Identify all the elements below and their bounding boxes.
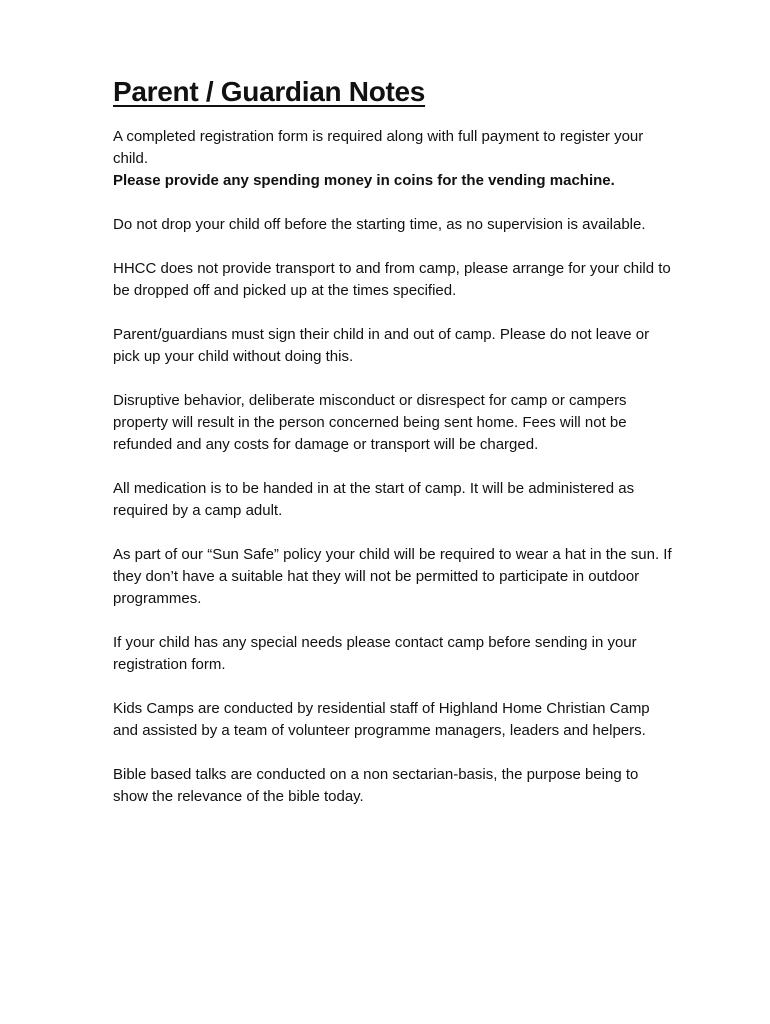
paragraph-registration bbox=[113, 126, 673, 192]
paragraph-sign-in bbox=[113, 324, 673, 368]
paragraph-text: Parent/guardians must sign their child in and out of camp. Please do not leave or pick up your child without doing this. bbox=[113, 326, 650, 365]
paragraph-special-needs bbox=[113, 632, 673, 676]
paragraph-text: As part of our “Sun Safe” policy your child will be required to wear a hat in the sun. If they don’t have a suitable hat they will not be permitted to participate in outdoor programmes. bbox=[113, 546, 672, 607]
paragraph-drop-off bbox=[113, 214, 673, 236]
paragraph-transport bbox=[113, 258, 673, 302]
paragraph-staff bbox=[113, 698, 673, 742]
paragraph-text: All medication is to be handed in at the start of camp. It will be administered as required by a camp adult. bbox=[113, 480, 635, 519]
paragraph-sun-safe bbox=[113, 544, 673, 610]
paragraph-text: Do not drop your child off before the starting time, as no supervision is available. bbox=[113, 216, 646, 233]
paragraph-medication bbox=[113, 478, 673, 522]
paragraph-text: If your child has any special needs please contact camp before sending in your registration form. bbox=[113, 634, 637, 673]
paragraph-text: Kids Camps are conducted by residential staff of Highland Home Christian Camp and assisted by a team of volunteer programme managers, leaders and helpers. bbox=[113, 700, 650, 739]
paragraph-behavior bbox=[113, 390, 673, 456]
document-page bbox=[113, 74, 673, 830]
paragraph-bold-note: Please provide any spending money in coins for the vending machine. bbox=[113, 172, 615, 189]
paragraph-bible-talks bbox=[113, 764, 673, 808]
paragraph-text: A completed registration form is required along with full payment to register your child. bbox=[113, 128, 644, 167]
paragraph-text: Bible based talks are conducted on a non sectarian-basis, the purpose being to show the relevance of the bible today. bbox=[113, 766, 639, 805]
page-title: Parent / Guardian Notes bbox=[113, 76, 426, 107]
paragraph-text: HHCC does not provide transport to and from camp, please arrange for your child to be dropped off and picked up at the times specified. bbox=[113, 260, 671, 299]
paragraph-text: Disruptive behavior, deliberate misconduct or disrespect for camp or campers property will result in the person concerned being sent home. Fees will not be refunded and any costs for damage or transport will be charged. bbox=[113, 392, 627, 453]
